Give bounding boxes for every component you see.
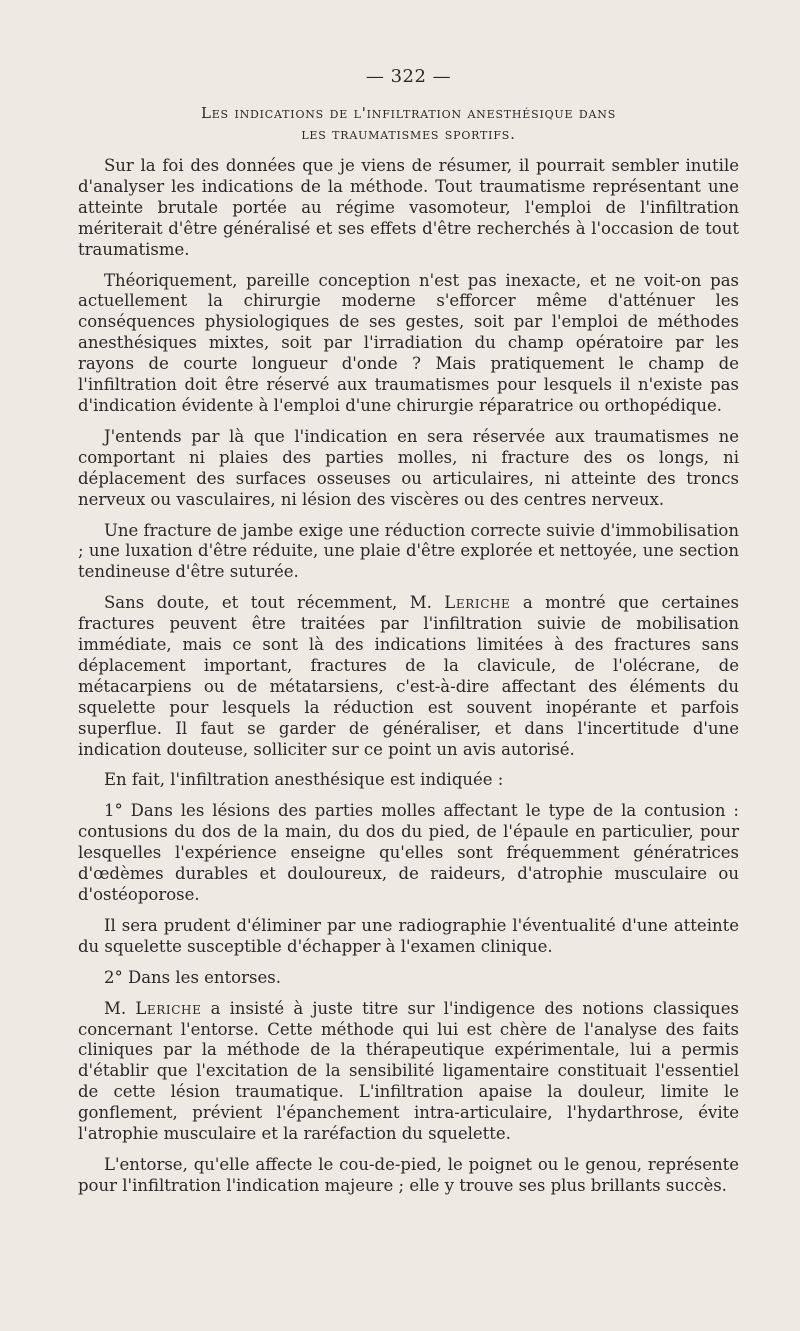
paragraph-6: En fait, l'infiltration anesthésique est indiquée : — [104, 770, 504, 790]
paragraph-5 — [78, 593, 739, 760]
paragraph-5-before: Sans doute, et tout récemment, M. — [104, 593, 445, 613]
paragraph-10 — [78, 999, 739, 1145]
paragraph-4: Une fracture de jambe exige une réduction correcte suivie d'immobilisation ; une luxation d'être réduite, une plaie d'être explorée et nettoyée, une section tendineuse d'être suturée. — [78, 520, 739, 582]
paragraph-11: L'entorse, qu'elle affecte le cou-de-pied, le poignet ou le genou, représente pour l'infiltration l'indication majeure ; elle y trouve ses plus brillants succès. — [78, 1154, 739, 1195]
page-number: — 322 — — [365, 66, 452, 87]
document-page — [78, 66, 739, 1207]
paragraph-3: J'entends par là que l'indication en sera réservée aux traumatismes ne comportant ni plaies des parties molles, ni fracture des os longs, ni déplacement des surfaces osseuses ou articulaires, ni atteinte des troncs nerveux ou vasculaires, ni lésion des viscères ou des centres nerveux. — [78, 426, 739, 509]
section-heading — [78, 103, 739, 145]
paragraph-8: Il sera prudent d'éliminer par une radiographie l'éventualité d'une atteinte du squelette susceptible d'échapper à l'examen clinique. — [78, 915, 739, 956]
paragraph-10-before: M. — [104, 998, 136, 1018]
paragraph-10-after: a insisté à juste titre sur l'indigence des notions classiques concernant l'entorse. Cette méthode qui lui est chère de l'analyse des faits cliniques par la méthode de la thérapeutique expérimentale, lui a permis d'établir que l'excitation de la sensibilité ligamentaire constituait l'essentiel de cette lésion traumatique. L'infiltration apaise la douleur, limite le gonflement, prévient l'épanchement intra-articulaire, l'hydarthrose, évite l'atrophie musculaire et la raréfaction du squelette. — [78, 998, 739, 1144]
paragraph-7: 1° Dans les lésions des parties molles affectant le type de la contusion : contusions du dos de la main, du dos du pied, de l'épaule en particulier, pour lesquelles l'expérience enseigne qu'elles sont fréquemment génératrices d'œdèmes durables et douloureux, de raideurs, d'atrophie musculaire ou d'ostéoporose. — [78, 801, 739, 904]
section-heading-line-1: Les indications de l'infiltration anesthésique dans — [200, 104, 617, 122]
paragraph-2: Théoriquement, pareille conception n'est pas inexacte, et ne voit-on pas actuellement la chirurgie moderne s'efforcer même d'atténuer les conséquences physiologiques de ses gestes, soit par l'emploi de méthodes anesthésiques mixtes, soit par l'irradiation du champ opératoire par les rayons de courte longueur d'onde ? Mais pratiquement le champ de l'infiltration doit être réservé aux traumatismes pour lesquels il n'existe pas d'indication évidente à l'emploi d'une chirurgie réparatrice ou orthopédique. — [78, 270, 739, 415]
author-name-leriche: Leriche — [444, 593, 511, 613]
section-heading-line-2: les traumatismes sportifs. — [301, 125, 516, 143]
paragraph-9: 2° Dans les entorses. — [104, 967, 281, 987]
paragraph-1: Sur la foi des données que je viens de résumer, il pourrait sembler inutile d'analyser les indications de la méthode. Tout traumatisme représentant une atteinte brutale portée au régime vasomoteur, l'emploi de l'infiltration mériterait d'être généralisé et ses effets d'être recherchés à l'occasion de tout traumatisme. — [78, 156, 739, 259]
paragraph-5-after: a montré que certaines fractures peuvent être traitées par l'infiltration suivie de mobilisation immédiate, mais ce sont là des indications limitées à des fractures sans déplacement important, fractures de la clavicule, de l'olécrane, de métacarpiens ou de métatarsiens, c'est-à-dire affectant des éléments du squelette pour lesquels la réduction est souvent inopérante et parfois superflue. Il faut se garder de généraliser, et dans l'incertitude d'une indication douteuse, solliciter sur ce point un avis autorisé. — [78, 593, 739, 759]
author-name-leriche-2: Leriche — [135, 998, 202, 1018]
